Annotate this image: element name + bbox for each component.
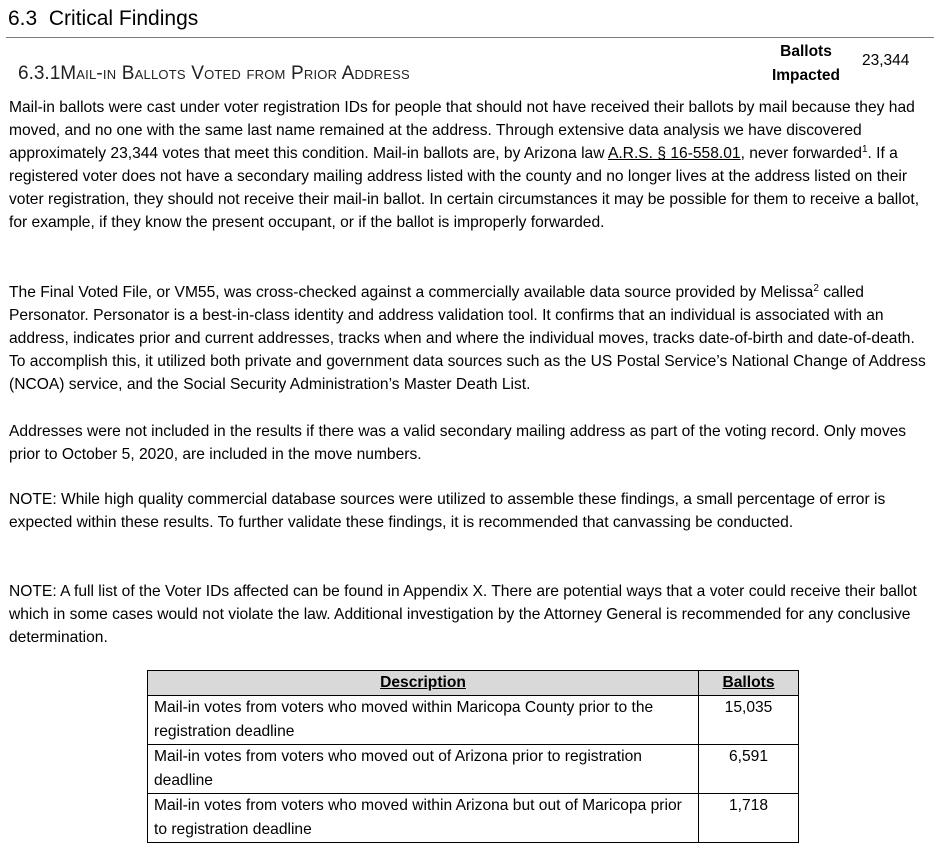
row-ballots: 15,035 [699,696,799,745]
p1-text-a: Mail-in ballots were cast under voter registration IDs for people that should not have received their ballots by mail because they had moved, and no one with the same last name remained at the address. Through extensive data analysis we have discovered approximately 23,344 votes that meet this condition. Mail-in ballots are, by Arizona law [9,99,915,162]
table-row [148,794,799,843]
header-description: Description [148,671,699,696]
section-divider [6,37,934,38]
row-description: Mail-in votes from voters who moved within Maricopa County prior to the registration deadline [148,696,699,745]
row-ballots: 1,718 [699,794,799,843]
row-description: Mail-in votes from voters who moved out of Arizona prior to registration deadline [148,745,699,794]
p1-text-b: , never forwarded [740,145,862,162]
paragraph-note-error: NOTE: While high quality commercial database sources were utilized to assemble these findings, a small percentage of error is expected within these results. To further validate these findings, it is recommended that canvassing be conducted. [9,491,886,531]
section-heading [8,6,198,32]
ballots-impacted-value: 23,344 [862,52,910,69]
ballots-impacted-label [766,40,846,88]
section-number: 6.3 [8,7,38,30]
section-title: Critical Findings [48,7,199,30]
row-description: Mail-in votes from voters who moved within Arizona but out of Maricopa prior to registration deadline [148,794,699,843]
paragraph-note-appendix: NOTE: A full list of the Voter IDs affected can be found in Appendix X. There are potential ways that a voter could receive their ballot which in some cases would not violate the law. Additional investigation by the Attorney General is recommended for any conclusive determination. [9,583,917,646]
findings-table [147,670,799,843]
p2-text-a: The Final Voted File, or VM55, was cross-checked against a commercially available data source provided by Melissa [9,284,814,301]
p1-text-c: . If a registered voter does not have a secondary mailing address listed with the county and no longer lives at the address listed on their voter registration, they should not receive their mail-in ballot. In certain circumstances it may be possible for them to receive a ballot, for example, if they know the present occupant, or if the ballot is improperly forwarded. [9,145,920,231]
footnote-ref-2[interactable]: 2 [813,282,819,294]
subsection-heading [18,62,410,86]
statute-link[interactable]: A.R.S. § 16-558.01 [607,145,741,162]
paragraph-exclusions: Addresses were not included in the results if there was a valid secondary mailing address as part of the voting record. Only moves prior to October 5, 2020, are included in the move numbers. [9,423,907,463]
subsection-number: 6.3.1 [18,63,61,84]
paragraph-intro [9,96,934,234]
impact-label-line2: Impacted [771,67,841,84]
paragraph-methodology [9,281,934,396]
subsection-title: Mail-in Ballots Voted from Prior Address [60,63,410,84]
footnote-ref-1[interactable]: 1 [861,143,868,155]
impact-label-line1: Ballots [780,43,832,60]
table-row [148,696,799,745]
table-row [148,745,799,794]
row-ballots: 6,591 [699,745,799,794]
header-ballots: Ballots [699,671,799,696]
table-header-row [148,671,799,696]
p2-text-b: called Personator. Personator is a best-in-class identity and address validation tool. It confirms that an individual is associated with an address, indicates prior and current addresses, tracks when and where the individual moves, tracks date-of-birth and date-of-death. To accomplish this, it utilized both private and government data sources such as the US Postal Service’s National Change of Address (NCOA) service, and the Social Security Administration’s Master Death List. [9,284,926,393]
